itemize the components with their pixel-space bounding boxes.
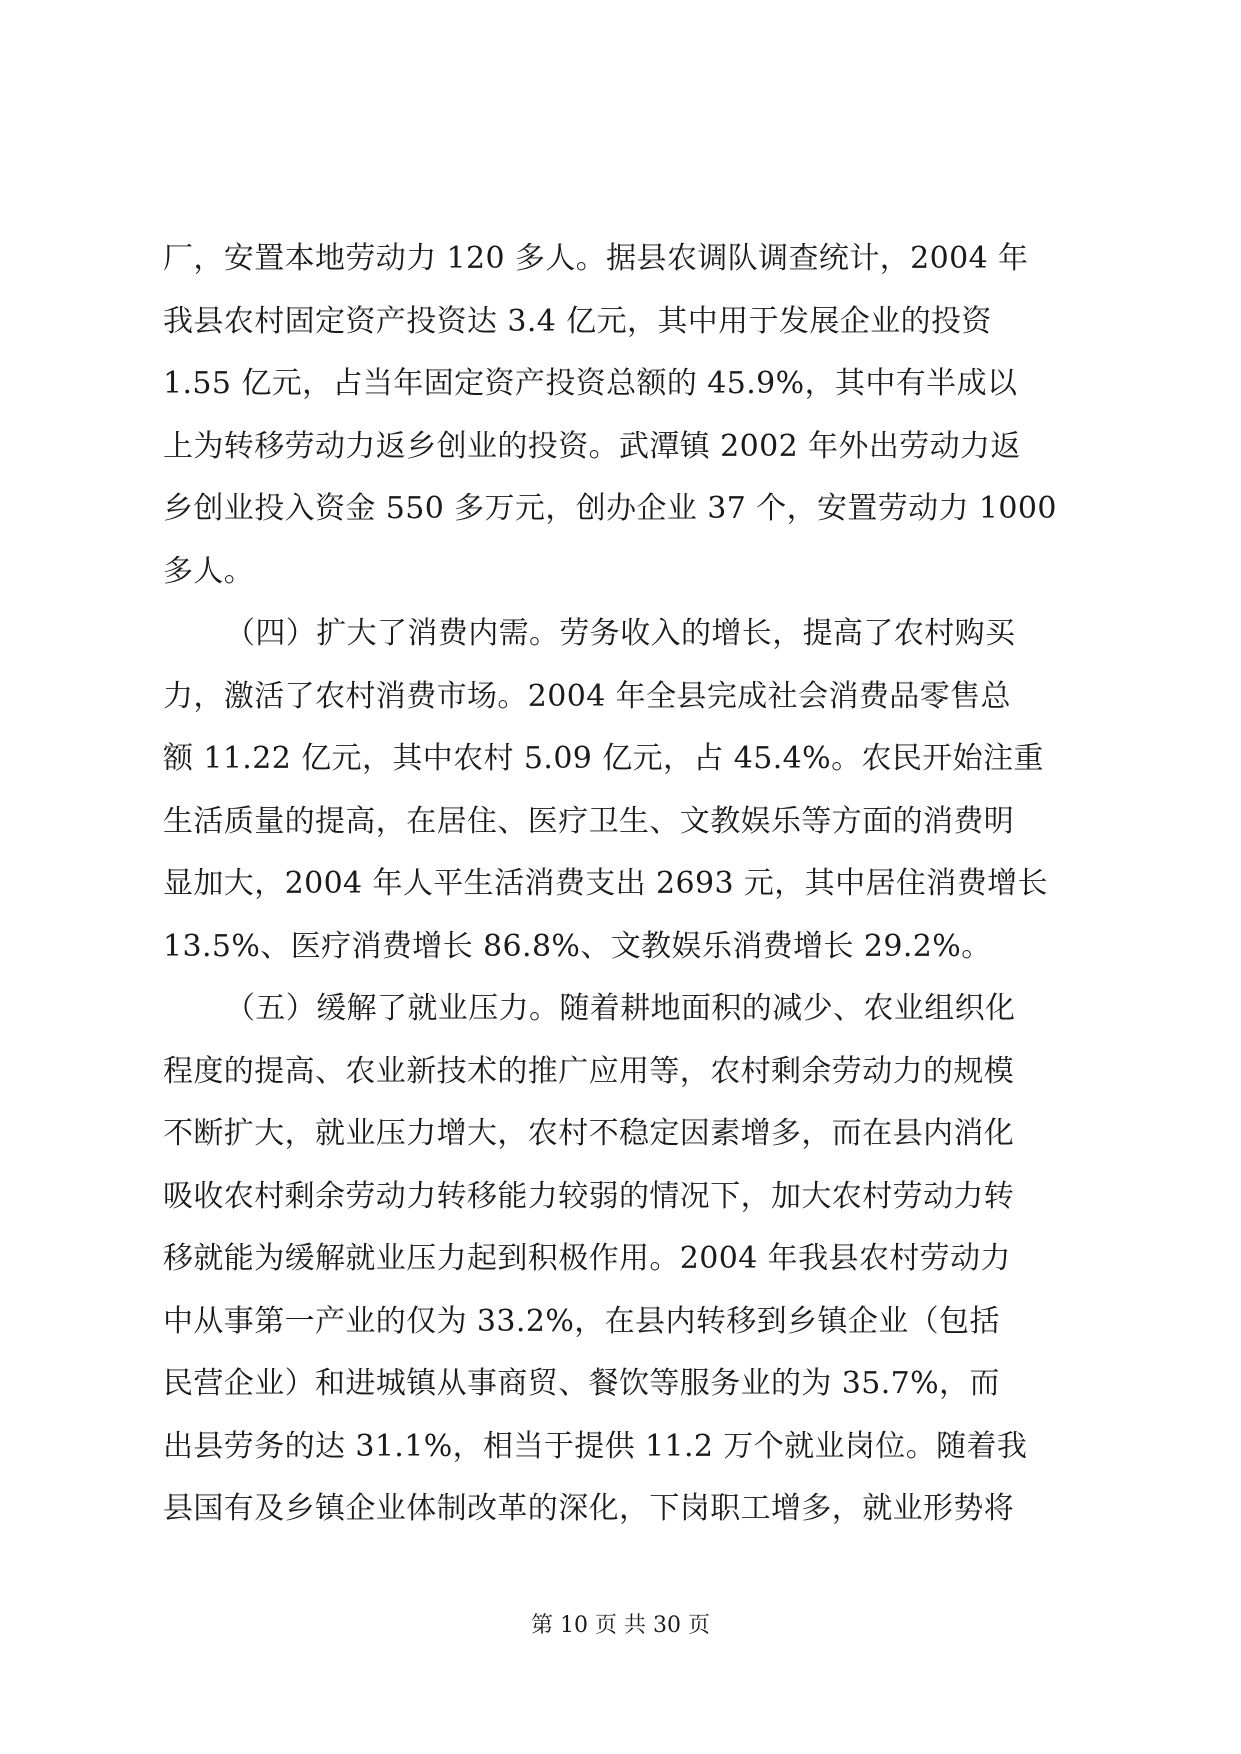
text-line: 13.5%、医疗消费增长 86.8%、文教娱乐消费增长 29.2%。 <box>163 928 992 964</box>
text-line: 我县农村固定资产投资达 3.4 亿元，其中用于发展企业的投资 <box>163 303 992 339</box>
text-line: 不断扩大，就业压力增大，农村不稳定因素增多，而在县内消化 <box>163 1116 1015 1151</box>
text-line: 厂，安置本地劳动力 120 多人。据县农调队调查统计，2004 年 <box>163 241 1029 276</box>
paragraph-consumption <box>163 603 1083 978</box>
text-line: 程度的提高、农业新技术的推广应用等，农村剩余劳动力的规模 <box>163 1053 1015 1089</box>
page-number-footer: 第 10 页 共 30 页 <box>531 1613 710 1638</box>
text-line: 县国有及乡镇企业体制改革的深化，下岗职工增多，就业形势将 <box>163 1491 1015 1526</box>
text-line: 中从事第一产业的仅为 33.2%，在县内转移到乡镇企业（包括 <box>163 1303 1000 1339</box>
text-line: 额 11.22 亿元，其中农村 5.09 亿元，占 45.4%。农民开始注重 <box>163 741 1044 776</box>
text-line: 多人。 <box>163 553 255 589</box>
body-text <box>163 228 1083 1541</box>
text-line: 乡创业投入资金 550 多万元，创办企业 37 个，安置劳动力 1000 <box>163 491 1057 526</box>
paragraph-continuation <box>163 228 1083 603</box>
paragraph-employment <box>163 978 1083 1541</box>
text-line: 1.55 亿元，占当年固定资产投资总额的 45.9%，其中有半成以 <box>163 366 1018 401</box>
text-line: 显加大，2004 年人平生活消费支出 2693 元，其中居住消费增长 <box>163 866 1048 901</box>
text-line: 出县劳务的达 31.1%，相当于提供 11.2 万个就业岗位。随着我 <box>163 1428 1028 1464</box>
text-line: 移就能为缓解就业压力起到积极作用。2004 年我县农村劳动力 <box>163 1241 1011 1276</box>
text-line: （五）缓解了就业压力。随着耕地面积的减少、农业组织化 <box>225 991 1016 1026</box>
text-line: 吸收农村剩余劳动力转移能力较弱的情况下，加大农村劳动力转 <box>163 1178 1015 1214</box>
text-line: （四）扩大了消费内需。劳务收入的增长，提高了农村购买 <box>225 616 1016 651</box>
text-line: 生活质量的提高，在居住、医疗卫生、文教娱乐等方面的消费明 <box>163 803 1015 839</box>
text-line: 民营企业）和进城镇从事商贸、餐饮等服务业的为 35.7%，而 <box>163 1366 1000 1401</box>
text-line: 上为转移劳动力返乡创业的投资。武潭镇 2002 年外出劳动力返 <box>163 428 1021 464</box>
text-line: 力，激活了农村消费市场。2004 年全县完成社会消费品零售总 <box>163 678 1011 714</box>
